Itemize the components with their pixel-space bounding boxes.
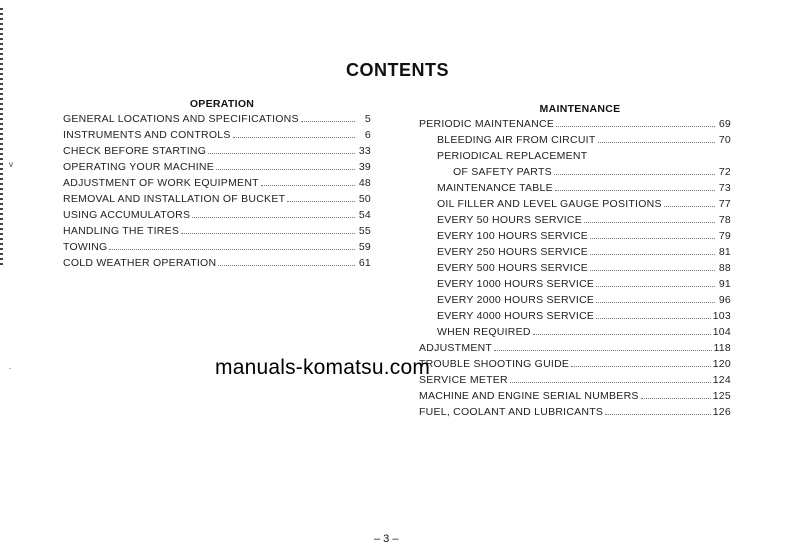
page-number: – 3 – <box>374 533 399 545</box>
operation-list <box>63 111 371 271</box>
toc-entry[interactable]: CHECK BEFORE STARTING 33 <box>63 145 371 157</box>
toc-entry[interactable]: EVERY 500 HOURS SERVICE 88 <box>437 262 731 274</box>
toc-entry[interactable]: EVERY 250 HOURS SERVICE 81 <box>437 246 731 258</box>
toc-entry[interactable]: EVERY 2000 HOURS SERVICE 96 <box>437 294 731 306</box>
toc-entry[interactable]: COLD WEATHER OPERATION 61 <box>63 257 371 269</box>
toc-entry[interactable]: TOWING 59 <box>63 241 371 253</box>
toc-entry[interactable]: SERVICE METER 124 <box>419 374 731 386</box>
toc-entry[interactable]: INSTRUMENTS AND CONTROLS 6 <box>63 129 371 141</box>
toc-entry[interactable]: HANDLING THE TIRES 55 <box>63 225 371 237</box>
toc-entry[interactable]: FUEL, COOLANT AND LUBRICANTS 126 <box>419 406 731 418</box>
toc-entry[interactable]: USING ACCUMULATORS 54 <box>63 209 371 221</box>
maintenance-heading: MAINTENANCE <box>539 103 621 115</box>
toc-entry[interactable]: WHEN REQUIRED 104 <box>437 326 731 338</box>
maintenance-list <box>419 116 731 420</box>
toc-entry[interactable]: MACHINE AND ENGINE SERIAL NUMBERS 125 <box>419 390 731 402</box>
page-title: CONTENTS <box>346 60 449 80</box>
toc-entry[interactable]: TROUBLE SHOOTING GUIDE 120 <box>419 358 731 370</box>
toc-entry[interactable]: EVERY 4000 HOURS SERVICE 103 <box>437 310 731 322</box>
toc-entry[interactable]: EVERY 50 HOURS SERVICE 78 <box>437 214 731 226</box>
toc-entry[interactable]: BLEEDING AIR FROM CIRCUIT 70 <box>437 134 731 146</box>
toc-entry[interactable]: EVERY 100 HOURS SERVICE 79 <box>437 230 731 242</box>
scan-edge-artifact <box>0 8 3 268</box>
toc-entry[interactable]: REMOVAL AND INSTALLATION OF BUCKET 50 <box>63 193 371 205</box>
toc-entry[interactable]: PERIODIC MAINTENANCE 69 <box>419 118 731 130</box>
scan-speck: . <box>9 362 12 371</box>
watermark-text: manuals-komatsu.com <box>215 356 431 379</box>
toc-entry[interactable]: OPERATING YOUR MACHINE 39 <box>63 161 371 173</box>
scan-speck: v <box>9 160 13 169</box>
maintenance-section <box>419 102 731 420</box>
toc-entry[interactable]: EVERY 1000 HOURS SERVICE 91 <box>437 278 731 290</box>
toc-entry[interactable]: OF SAFETY PARTS 72 <box>453 166 731 178</box>
toc-entry[interactable]: MAINTENANCE TABLE 73 <box>437 182 731 194</box>
operation-heading: OPERATION <box>189 98 255 110</box>
toc-entry[interactable]: OIL FILLER AND LEVEL GAUGE POSITIONS 77 <box>437 198 731 210</box>
toc-entry[interactable]: GENERAL LOCATIONS AND SPECIFICATIONS 5 <box>63 113 371 125</box>
operation-section <box>63 97 371 271</box>
toc-entry[interactable]: ADJUSTMENT OF WORK EQUIPMENT 48 <box>63 177 371 189</box>
toc-entry[interactable]: ADJUSTMENT 118 <box>419 342 731 354</box>
toc-entry[interactable]: PERIODICAL REPLACEMENT <box>437 150 588 162</box>
